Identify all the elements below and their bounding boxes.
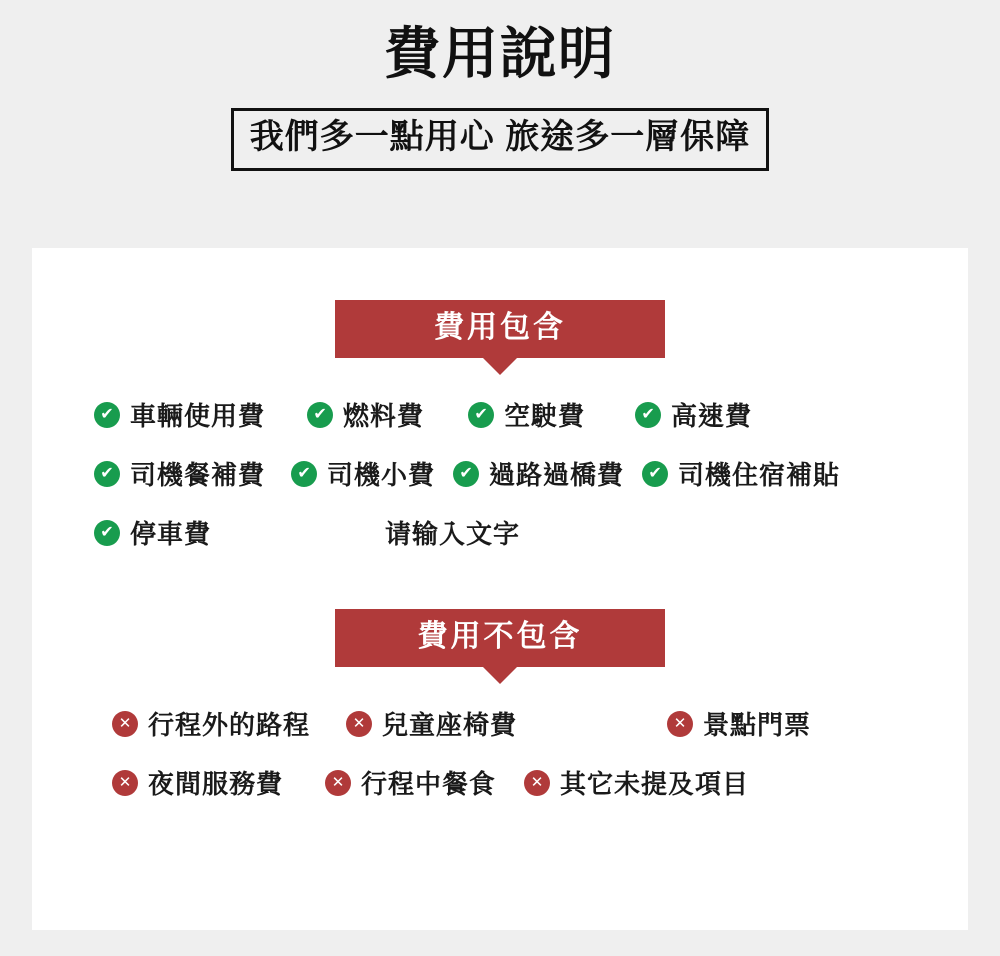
list-item [94,396,265,433]
list-item [112,705,310,742]
check-circle-icon: ✔ [94,461,120,487]
cross-circle-icon: ✕ [667,711,693,737]
cross-circle-icon: ✕ [112,711,138,737]
list-item [346,705,517,742]
list-item [667,705,811,742]
list-item [307,396,424,433]
section-excluded [32,573,968,801]
list-item-label: 景點門票 [703,710,812,740]
cross-circle-icon: ✕ [346,711,372,737]
excluded-banner-row [32,609,968,667]
page-header [0,0,1000,171]
list-item-label: 過路過橋費 [489,460,625,490]
list-item [94,455,265,492]
check-circle-icon: ✔ [642,461,668,487]
list-item-label: 司機小費 [327,460,436,490]
excluded-items [32,705,968,801]
included-banner: 費用包含 [335,300,665,358]
list-item [291,455,435,492]
fees-card [32,248,968,930]
list-item-label: 高速費 [671,401,753,431]
list-item-label: 其它未提及項目 [560,769,750,799]
check-circle-icon: ✔ [307,402,333,428]
list-item [468,396,585,433]
check-circle-icon: ✔ [94,402,120,428]
page-title: 費用說明 [384,22,616,85]
list-item [94,514,211,551]
subtitle-container [0,108,1000,171]
check-circle-icon: ✔ [94,520,120,546]
list-item [453,455,624,492]
list-item-label: 司機餐補費 [130,460,266,490]
section-included [32,248,968,551]
check-circle-icon: ✔ [635,402,661,428]
cross-circle-icon: ✕ [325,770,351,796]
cross-circle-icon: ✕ [112,770,138,796]
list-item-label: 空駛費 [504,401,586,431]
check-circle-icon: ✔ [468,402,494,428]
placeholder-note: 请输入文字 [385,519,521,549]
included-banner-row [32,300,968,358]
list-item-label: 兒童座椅費 [382,710,518,740]
page-subtitle: 我們多一點用心 旅途多一層保障 [231,108,769,171]
excluded-row-2 [32,764,968,801]
list-item-label: 行程中餐食 [361,769,497,799]
excluded-row-1 [32,705,968,742]
list-item-label: 行程外的路程 [148,710,311,740]
list-item-label: 車輛使用費 [130,401,266,431]
list-item-label: 停車費 [130,519,212,549]
check-circle-icon: ✔ [291,461,317,487]
list-item [635,396,752,433]
check-circle-icon: ✔ [453,461,479,487]
list-item [325,764,496,801]
included-items [32,396,968,551]
included-row-3 [32,514,968,551]
list-item-label: 夜間服務費 [148,769,284,799]
included-row-1 [32,396,968,433]
list-item-label: 司機住宿補貼 [678,460,841,490]
list-item-label: 燃料費 [343,401,425,431]
list-item [642,455,840,492]
excluded-banner: 費用不包含 [335,609,665,667]
list-item [112,764,283,801]
cross-circle-icon: ✕ [524,770,550,796]
included-row-2 [32,455,968,492]
list-item [524,764,749,801]
